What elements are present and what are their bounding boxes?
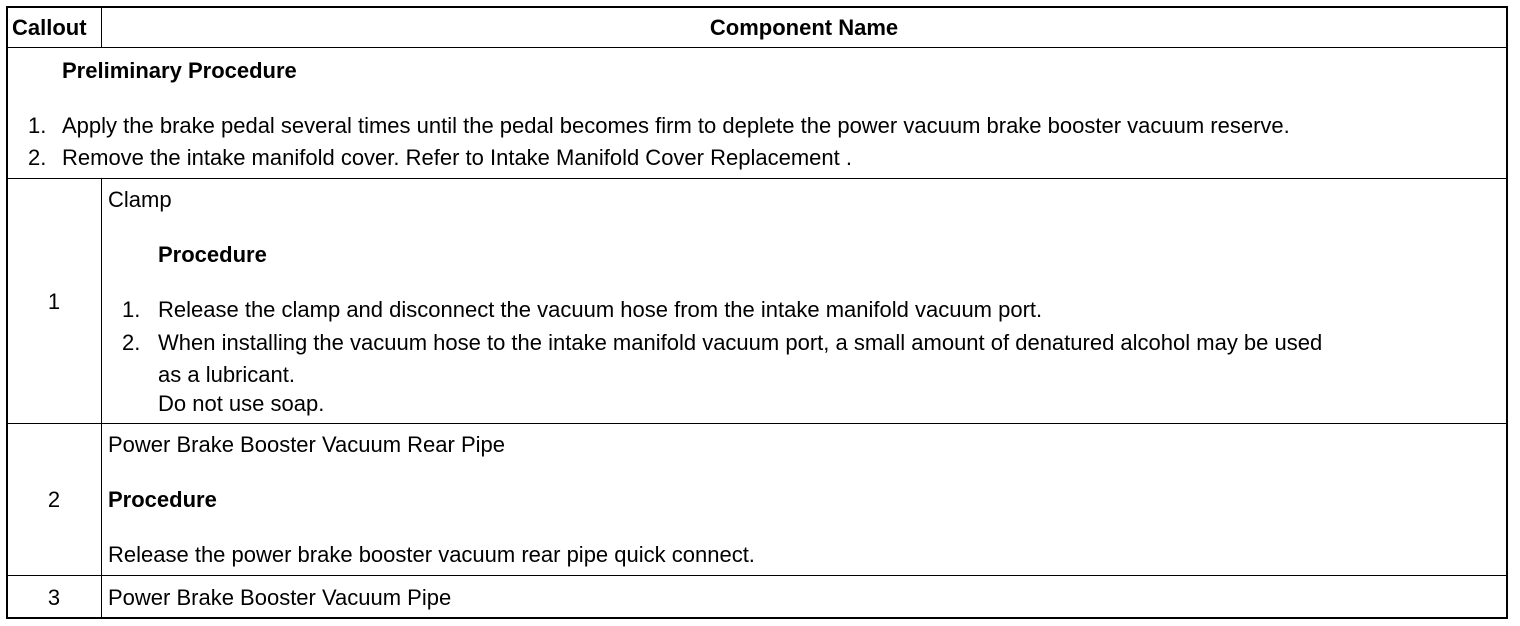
column-divider bbox=[101, 178, 102, 619]
procedure-text: Release the power brake booster vacuum rear pipe quick connect. bbox=[108, 542, 755, 567]
procedure-step-text: as a lubricant. bbox=[158, 362, 295, 387]
preliminary-step-number: 1. bbox=[28, 113, 47, 138]
row-divider bbox=[6, 178, 1508, 179]
callout-number: 1 bbox=[47, 289, 61, 314]
procedure-step-number: 1. bbox=[122, 297, 141, 322]
procedure-step-number: 2. bbox=[122, 330, 141, 355]
callout-number: 2 bbox=[47, 487, 61, 512]
preliminary-step-text: Apply the brake pedal several times until the pedal becomes firm to deplete the power vacuum brake booster vacuum reserve. bbox=[62, 113, 1290, 138]
component-name: Clamp bbox=[108, 187, 172, 212]
preliminary-heading: Preliminary Procedure bbox=[62, 58, 297, 83]
row-divider bbox=[6, 575, 1508, 576]
component-name: Power Brake Booster Vacuum Pipe bbox=[108, 585, 452, 610]
preliminary-step-number: 2. bbox=[28, 145, 47, 170]
component-name-header: Component Name bbox=[709, 15, 899, 40]
procedure-heading: Procedure bbox=[158, 242, 267, 267]
procedure-step-note: Do not use soap. bbox=[158, 391, 325, 416]
row-divider bbox=[6, 423, 1508, 424]
preliminary-step-text: Remove the intake manifold cover. Refer to Intake Manifold Cover Replacement . bbox=[62, 145, 852, 170]
procedure-step-text: Release the clamp and disconnect the vacuum hose from the intake manifold vacuum port. bbox=[158, 297, 1043, 322]
header-divider bbox=[6, 47, 1508, 48]
callout-header: Callout bbox=[12, 15, 87, 40]
procedure-step-text: When installing the vacuum hose to the intake manifold vacuum port, a small amount of denatured alcohol may be used bbox=[158, 330, 1323, 355]
procedure-heading: Procedure bbox=[108, 487, 217, 512]
callout-number: 3 bbox=[47, 585, 61, 610]
component-name: Power Brake Booster Vacuum Rear Pipe bbox=[108, 432, 505, 457]
